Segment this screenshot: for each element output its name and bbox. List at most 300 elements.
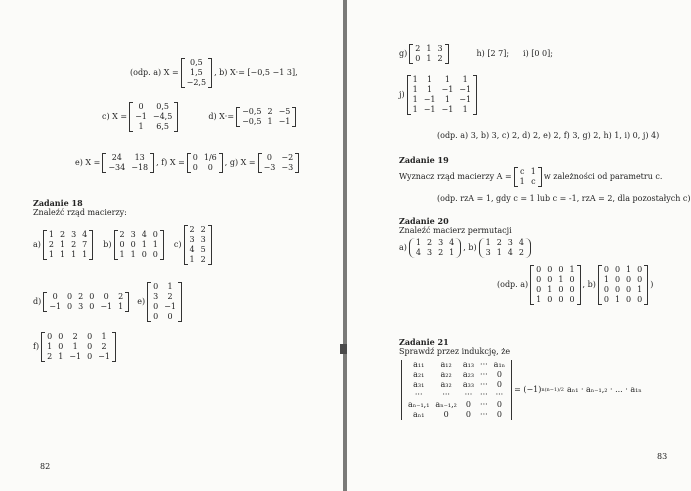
matrix-cell: 3	[189, 235, 195, 244]
matrix-answer-c	[129, 102, 178, 132]
task19-row	[399, 167, 662, 187]
matrix-cell: −3	[263, 163, 276, 172]
matrix-cell: 2	[496, 238, 502, 247]
task18-row-de	[33, 282, 184, 322]
matrix-cell: 3	[507, 238, 513, 247]
matrix-cell: 0	[536, 285, 542, 294]
matrix-18b	[114, 230, 164, 260]
matrix-cell: a₁₂	[440, 360, 452, 369]
matrix-row	[410, 95, 474, 105]
matrix-cell: 0	[103, 292, 109, 301]
matrix-cell: 1	[427, 75, 433, 84]
matrix-row	[150, 302, 179, 312]
matrix-cell: 1	[485, 238, 491, 247]
matrix-row	[187, 255, 209, 265]
matrix-cell: 0	[496, 410, 502, 419]
task20-row-ab	[399, 238, 533, 258]
matrix-cell: 1	[412, 85, 418, 94]
matrix-cell: 24	[111, 153, 122, 162]
matrix-cell: 2	[415, 44, 421, 53]
matrix-cell: 1	[426, 44, 432, 53]
matrix-cell: −1	[69, 352, 82, 361]
task20-title: Zadanie 20	[399, 216, 449, 226]
matrix-cell: 4	[415, 248, 421, 257]
matrix-18e	[147, 282, 182, 322]
matrix-g	[409, 44, 448, 64]
page-number-left: 82	[40, 462, 51, 471]
matrix-cell: 3	[438, 238, 444, 247]
matrix-cell: 0	[266, 153, 272, 162]
matrix-cell: 0	[637, 295, 643, 304]
matrix-cell: 3	[485, 248, 491, 257]
matrix-cell: 1/6	[203, 153, 217, 162]
matrix-cell: −1	[164, 302, 176, 311]
matrix-row	[187, 235, 209, 245]
matrix-cell: ···	[480, 380, 488, 389]
matrix-row	[132, 102, 175, 112]
matrix-cell: 2	[78, 292, 84, 301]
matrix-cell: ···	[414, 390, 423, 399]
matrix-row	[190, 163, 220, 173]
task20-text: Znaleźć macierz permutacji	[399, 226, 512, 235]
task20-answer-label: (odp. a)	[497, 280, 529, 289]
matrix-cell: 0	[569, 285, 575, 294]
matrix-cell: 1	[626, 265, 632, 274]
matrix-cell: 3	[437, 44, 443, 53]
matrix-answer-g	[258, 153, 300, 173]
matrix-cell: 1	[119, 250, 125, 259]
task20-answer-row	[497, 265, 653, 305]
matrix-cell: 0	[637, 275, 643, 284]
matrix-row	[533, 285, 577, 295]
matrix-row	[261, 163, 297, 173]
top-row-ghi	[399, 44, 553, 64]
matrix-cell: 0	[558, 285, 564, 294]
matrix-cell: 1	[412, 75, 418, 84]
matrix-cell: 2	[101, 342, 107, 351]
matrix-row	[132, 122, 175, 132]
matrix-cell: 0	[152, 250, 158, 259]
matrix-cell: 3	[78, 302, 84, 311]
matrix-cell: −0,5	[242, 117, 262, 126]
matrix-cell: 0	[626, 275, 632, 284]
matrix-row	[44, 352, 113, 362]
perm-b	[479, 238, 531, 258]
matrix-cell: 1	[58, 352, 64, 361]
matrix-cell: a₂₃	[462, 370, 475, 379]
matrix-row	[46, 302, 126, 312]
matrix-cell: 0	[67, 292, 73, 301]
matrix-cell: −18	[131, 163, 149, 172]
matrix-row	[150, 292, 179, 302]
matrix-row	[483, 238, 527, 248]
matrix-cell: 1	[462, 105, 468, 114]
top-row-j	[399, 75, 479, 115]
matrix-cell: 0	[87, 342, 93, 351]
matrix-cell: a₂₂	[440, 370, 452, 379]
matrix-cell: 0	[119, 240, 125, 249]
matrix-cell: 2	[119, 230, 125, 239]
matrix-cell: 2	[437, 54, 443, 63]
matrix-cell: 1	[267, 117, 273, 126]
matrix-cell: ···	[480, 390, 488, 399]
answer-d-label: d) X·=	[208, 112, 235, 121]
answer-e-label: e) X =	[75, 158, 101, 167]
matrix-cell: 1	[101, 332, 107, 341]
matrix-row	[412, 54, 445, 64]
matrix-cell: 0	[58, 342, 64, 351]
matrix-cell: 0	[192, 153, 198, 162]
matrix-cell: 1	[48, 230, 54, 239]
matrix-row	[410, 105, 474, 115]
matrix-cell: −1	[459, 95, 472, 104]
matrix-cell: 2	[438, 248, 444, 257]
matrix-row	[261, 153, 297, 163]
matrix-row	[405, 410, 508, 420]
matrix-cell: 0	[192, 163, 198, 172]
matrix-cell: 1	[427, 85, 433, 94]
matrix-row	[46, 230, 90, 240]
matrix-cell: 0	[603, 285, 609, 294]
matrix-cell: 1	[167, 282, 173, 291]
task21-rhs2: aₙ₁ · aₙ₋₁,₂ · ... · a₁ₙ	[566, 385, 642, 394]
matrix-cell: 3	[200, 235, 206, 244]
matrix-cell: 2	[167, 292, 173, 301]
matrix-cell: a₁₃	[462, 360, 475, 369]
matrix-cell: 2	[72, 332, 78, 341]
matrix-cell: 0	[52, 292, 58, 301]
matrix-cell: 2	[518, 248, 524, 257]
answer-a-label: (odp. a) X =	[130, 68, 179, 77]
matrix-cell: 2	[200, 255, 206, 264]
task20-answer-close: )	[650, 280, 654, 289]
matrix-row	[184, 58, 209, 68]
matrix-cell: 1	[141, 240, 147, 249]
matrix-row	[105, 153, 151, 163]
matrix-cell: ···	[480, 370, 488, 379]
task19-answer: (odp. rzA = 1, gdy c = 1 lub c = -1, rzA = 2, dla pozostałych c)	[437, 194, 691, 203]
matrix-cell: 1	[547, 285, 553, 294]
matrix-cell: −2	[281, 153, 294, 162]
matrix-cell: 0	[614, 265, 621, 274]
matrix-row	[190, 153, 220, 163]
matrix-row	[517, 167, 539, 177]
task18-row-f	[33, 332, 118, 362]
matrix-cell: 0	[496, 380, 502, 389]
answer-g-label: , g) X =	[224, 158, 256, 167]
matrix-row	[601, 265, 645, 275]
matrix-cell: 0	[89, 302, 95, 311]
matrix-row	[601, 275, 645, 285]
matrix-answer-f	[187, 153, 223, 173]
matrix-row	[239, 107, 293, 117]
matrix-cell: 1	[48, 250, 54, 259]
matrix-cell: 1	[637, 285, 643, 294]
matrix-row	[413, 238, 457, 248]
matrix-row	[184, 68, 209, 78]
matrix-row	[44, 332, 113, 342]
task18-text: Znaleźć rząd macierzy:	[33, 208, 127, 217]
task18-a-label: a)	[33, 240, 41, 249]
matrix-cell: ···	[495, 390, 504, 399]
task21-text: Sprawdź przez indukcję, że	[399, 347, 511, 356]
matrix-cell: a₃₁	[413, 380, 425, 389]
matrix-cell: ···	[464, 390, 473, 399]
matrix-cell: 0	[138, 102, 144, 111]
matrix-cell: aₙ₋₁,₂	[435, 400, 457, 409]
matrix-cell: 1	[130, 250, 136, 259]
answer-f-label: , f) X =	[156, 158, 185, 167]
matrix-cell: 0	[496, 370, 502, 379]
task18-answer: (odp. a) 3, b) 3, c) 2, d) 2, e) 2, f) 3, g) 2, h) 1, i) 0, j) 4)	[437, 131, 660, 140]
matrix-cell: 1	[118, 302, 124, 311]
matrix-cell: 0	[443, 410, 449, 419]
matrix-row	[412, 44, 445, 54]
matrix-cell: 1	[59, 250, 66, 259]
matrix-cell: 0	[626, 285, 632, 294]
matrix-cell: ···	[480, 400, 488, 409]
matrix-row	[184, 78, 209, 88]
matrix-cell: 1	[71, 250, 77, 259]
matrix-row	[413, 248, 457, 258]
task-h-label: h) [2 7];	[476, 49, 510, 58]
matrix-cell: 1	[47, 342, 53, 351]
task19-text1: Wyznacz rząd macierzy A =	[399, 172, 512, 181]
matrix-answer-a	[181, 58, 212, 88]
matrix-cell: 0	[547, 295, 553, 304]
matrix-cell: −1	[459, 85, 472, 94]
matrix-answer-e	[102, 153, 154, 173]
matrix-row	[46, 292, 126, 302]
answer-c-label: c) X =	[102, 112, 128, 121]
matrix-cell: −4,5	[152, 112, 173, 121]
matrix-row	[410, 75, 474, 85]
matrix-cell: −1	[278, 117, 291, 126]
answer-row-ab	[130, 58, 298, 88]
matrix-cell: 0	[58, 332, 64, 341]
matrix-cell: 0	[603, 265, 609, 274]
matrix-18c	[184, 225, 212, 265]
matrix-cell: 0	[153, 302, 159, 311]
right-page	[347, 0, 691, 491]
matrix-cell: 1	[449, 248, 455, 257]
matrix-row	[533, 295, 577, 305]
matrix-cell: 2	[426, 238, 433, 247]
matrix-cell: 2	[200, 225, 206, 234]
matrix-row	[483, 248, 527, 258]
matrix-cell: 0,5	[156, 102, 169, 111]
task21-row	[399, 360, 642, 420]
matrix-cell: 2	[47, 352, 53, 361]
matrix-cell: 1	[138, 122, 144, 131]
matrix-cell: 1	[530, 167, 536, 176]
task20-a-label: a)	[399, 243, 407, 252]
matrix-cell: 1	[536, 295, 542, 304]
matrix-cell: 1	[444, 95, 450, 104]
matrix-row	[601, 285, 645, 295]
matrix-row	[187, 225, 209, 235]
matrix-cell: 4	[507, 248, 513, 257]
matrix-cell: 2	[48, 240, 54, 249]
matrix-row	[187, 245, 209, 255]
matrix-cell: −1	[98, 352, 110, 361]
matrix-cell: 3	[71, 230, 77, 239]
matrix-row	[105, 163, 151, 173]
left-page	[0, 0, 344, 491]
matrix-20-answer-a	[530, 265, 580, 305]
matrix-cell: −1	[441, 85, 454, 94]
matrix-cell: 1	[412, 95, 418, 104]
matrix-18d	[43, 292, 129, 312]
matrix-cell: 2	[59, 230, 66, 239]
matrix-18f	[41, 332, 116, 362]
matrix-cell: 1	[59, 240, 66, 249]
task19-title: Zadanie 19	[399, 155, 449, 165]
task-g-label: g)	[399, 49, 408, 58]
matrix-cell: a₃₃	[462, 380, 475, 389]
matrix-cell: 1	[415, 238, 421, 247]
matrix-cell: 13	[134, 153, 145, 162]
matrix-cell: a₁ₙ	[493, 360, 506, 369]
matrix-cell: −2,5	[186, 78, 207, 87]
matrix-cell: 0	[558, 295, 564, 304]
matrix-cell: 0	[89, 292, 95, 301]
matrix-row	[150, 312, 179, 322]
matrix-cell: a₁₁	[413, 360, 425, 369]
matrix-cell: 1	[496, 248, 502, 257]
matrix-row	[405, 370, 508, 380]
answer-b-label: , b) X·= [−0,5 −1 3],	[214, 68, 298, 77]
matrix-cell: aₙ₋₁,₁	[408, 400, 430, 409]
matrix-cell: 0	[153, 312, 159, 321]
matrix-row	[239, 117, 293, 127]
matrix-cell: −1	[100, 302, 113, 311]
matrix-20-answer-b	[598, 265, 648, 305]
matrix-cell: 0	[465, 410, 471, 419]
matrix-cell: 0	[67, 302, 73, 311]
matrix-cell: 2	[267, 107, 273, 116]
matrix-cell: 2	[189, 225, 195, 234]
matrix-cell: 5	[200, 245, 206, 254]
matrix-cell: 0	[153, 282, 159, 291]
matrix-cell: 1	[614, 295, 621, 304]
matrix-row	[132, 112, 175, 122]
task-i-label: i) [0 0];	[523, 49, 553, 58]
task-j-label: j)	[399, 90, 405, 99]
matrix-cell: 0	[614, 285, 621, 294]
task18-d-label: d)	[33, 297, 42, 306]
matrix-cell: 2	[118, 292, 124, 301]
task20-b-label: , b)	[463, 243, 477, 252]
matrix-cell: 0	[536, 275, 542, 284]
matrix-cell: 0	[415, 54, 421, 63]
matrix-cell: 0	[87, 352, 93, 361]
matrix-row	[601, 295, 645, 305]
task21-exponent: n(n−1)/2	[541, 387, 564, 393]
task21-title: Zadanie 21	[399, 337, 449, 347]
matrix-cell: 1	[444, 75, 450, 84]
matrix-cell: 0	[547, 265, 553, 274]
matrix-19	[514, 167, 542, 187]
matrix-row	[410, 85, 474, 95]
matrix-cell: 4	[82, 230, 88, 239]
matrix-row	[405, 360, 508, 370]
task21-rhs: = (−1)	[514, 385, 542, 394]
matrix-cell: aₙ₁	[412, 410, 425, 419]
matrix-cell: 0	[465, 400, 471, 409]
matrix-cell: −1	[423, 105, 436, 114]
task19-text2: w zależności od parametru c.	[543, 172, 663, 181]
matrix-cell: a₂₁	[413, 370, 425, 379]
answer-row-cd	[102, 102, 298, 132]
matrix-cell: 3	[426, 248, 433, 257]
matrix-cell: 0	[496, 400, 502, 409]
matrix-cell: c	[531, 177, 536, 186]
matrix-cell: −3	[281, 163, 294, 172]
matrix-row	[44, 342, 113, 352]
task18-title: Zadanie 18	[33, 198, 83, 208]
answer-row-efg	[75, 153, 301, 173]
matrix-cell: 1,5	[189, 68, 203, 77]
matrix-row	[117, 240, 161, 250]
task18-b-label: b)	[103, 240, 112, 249]
matrix-cell: 3	[153, 292, 159, 301]
matrix-cell: −5	[278, 107, 291, 116]
matrix-cell: −0,5	[242, 107, 262, 116]
matrix-row	[533, 275, 577, 285]
matrix-18a	[43, 230, 93, 260]
matrix-cell: −1	[135, 112, 147, 121]
matrix-cell: a₃₂	[440, 380, 452, 389]
matrix-cell: 0	[547, 275, 553, 284]
page-number-right: 83	[657, 452, 668, 461]
matrix-cell: ···	[480, 410, 488, 419]
matrix-cell: 1	[603, 275, 609, 284]
matrix-cell: −34	[108, 163, 126, 172]
matrix-cell: 0	[536, 265, 542, 274]
matrix-cell: 0	[87, 332, 93, 341]
matrix-cell: −1	[423, 95, 436, 104]
task18-row-abc	[33, 225, 214, 265]
matrix-cell: 0	[603, 295, 609, 304]
matrix-row	[117, 250, 161, 260]
matrix-row	[117, 230, 161, 240]
matrix-cell: 0	[614, 275, 621, 284]
matrix-cell: 0	[637, 265, 643, 274]
matrix-cell: 0	[207, 163, 213, 172]
matrix-cell: 0	[569, 295, 575, 304]
matrix-cell: 3	[130, 230, 136, 239]
matrix-row	[46, 240, 90, 250]
matrix-cell: 1	[462, 75, 468, 84]
matrix-cell: 0	[569, 275, 575, 284]
matrix-row	[46, 250, 90, 260]
matrix-j	[407, 75, 477, 115]
matrix-answer-d	[236, 107, 296, 127]
matrix-row	[517, 177, 539, 187]
matrix-cell: 4	[141, 230, 147, 239]
matrix-row	[150, 282, 179, 292]
matrix-cell: ···	[480, 360, 488, 369]
matrix-cell: 1	[189, 255, 195, 264]
matrix-cell: 1	[412, 105, 418, 114]
matrix-cell: 1	[569, 265, 575, 274]
matrix-cell: 1	[72, 342, 78, 351]
matrix-cell: 1	[519, 177, 525, 186]
matrix-cell: 4	[449, 238, 455, 247]
matrix-cell: 2	[71, 240, 77, 249]
matrix-cell: 4	[518, 238, 524, 247]
